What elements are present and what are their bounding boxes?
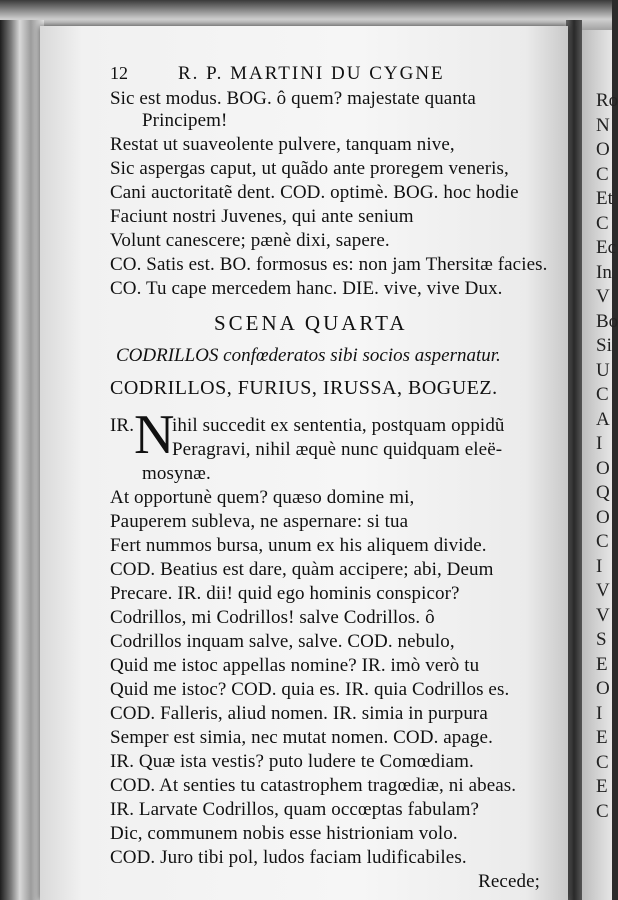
facing-page-letter: N — [596, 114, 610, 136]
verse-line: mosynæ. — [142, 463, 211, 484]
verse-line: Precare. IR. dii! quid ego hominis conspicor? — [110, 583, 460, 604]
verse-line: Cani auctoritatẽ dent. COD. optimè. BOG. hoc hodie — [110, 182, 519, 203]
verse-line: COD. At senties tu catastrophem tragœdiæ, ni abeas. — [110, 775, 517, 796]
speaker-label: IR. — [110, 415, 135, 436]
facing-page-letter: E — [596, 776, 608, 797]
verse-line: Fert nummos bursa, unum ex his aliquem divide. — [110, 535, 487, 556]
verse-line: Pauperem subleva, ne aspernare: si tua — [110, 511, 409, 532]
catchword: Recede; — [478, 871, 540, 892]
verse-line: Codrillos, mi Codrillos! salve Codrillos. ô — [110, 607, 435, 628]
facing-page-letter: Bo — [596, 310, 618, 332]
facing-page-letter: I — [596, 555, 603, 577]
facing-page-letter: C — [596, 531, 609, 552]
scene-argument: CODRILLOS confœderatos sibi socios aspernatur. — [116, 345, 501, 366]
facing-page-letter: Si — [596, 335, 612, 356]
facing-page-letter: V — [596, 286, 610, 307]
verse-line: COD. Juro tibi pol, ludos faciam ludificabiles. — [110, 847, 467, 868]
verse-line: CO. Tu cape mercedem hanc. DIE. vive, vive Dux. — [110, 278, 503, 299]
verse-line: Sic est modus. BOG. ô quem? majestate quanta — [110, 88, 476, 109]
facing-page-fragment — [582, 30, 618, 900]
verse-line: IR. Larvate Codrillos, quam occœptas fabulam? — [110, 799, 480, 820]
facing-page-letter: C — [596, 800, 609, 822]
facing-page-letter: Q — [596, 482, 610, 503]
verse-line: Sic aspergas caput, ut quãdo ante proregem veneris, — [110, 158, 509, 179]
facing-page-letter: C — [596, 384, 609, 405]
scene-title: SCENA QUARTA — [214, 311, 408, 335]
facing-page-letter: U — [596, 359, 610, 381]
drop-capital: N — [134, 404, 175, 466]
facing-page-letter: O — [596, 678, 610, 699]
dramatis-personae: CODRILLOS, FURIUS, IRUSSA, BOGUEZ. — [110, 377, 498, 399]
verse-line: IR. Quæ ista vestis? puto ludere te Comœdiam. — [110, 751, 474, 772]
facing-page-letter: Ro — [596, 90, 618, 111]
facing-page-letter: C — [596, 163, 609, 185]
facing-page-letter: O — [596, 139, 610, 160]
verse-line: Restat ut suaveolente pulvere, tanquam nive, — [110, 134, 455, 155]
book-gutter — [566, 20, 582, 900]
facing-page-letter: A — [596, 408, 610, 430]
verse-line: Peragravi, nihil æquè nunc quidquam eleë- — [172, 439, 503, 460]
verse-line: Codrillos inquam salve, salve. COD. nebulo, — [110, 631, 455, 652]
verse-line: COD. Beatius est dare, quàm accipere; abi, Deum — [110, 559, 494, 580]
verse-line: At opportunè quem? quæso domine mi, — [110, 487, 415, 508]
facing-page-letter: I — [596, 433, 603, 454]
verse-line: Dic, communem nobis esse histrioniam volo. — [110, 823, 458, 844]
verse-line: COD. Falleris, aliud nomen. IR. simia in purpura — [110, 703, 488, 724]
facing-page-letter: C — [596, 212, 609, 234]
facing-page-letter: S — [596, 629, 607, 650]
facing-page-letter: V — [596, 604, 610, 626]
facing-page-letter: V — [596, 580, 610, 601]
facing-page-letter: O — [596, 506, 610, 528]
verse-line: CO. Satis est. BO. formosus es: non jam Thersitæ facies. — [110, 254, 548, 275]
verse-line: Faciunt nostri Juvenes, qui ante senium — [110, 206, 414, 227]
verse-line: Principem! — [142, 110, 228, 131]
verse-line: Volunt canescere; pænè dixi, sapere. — [110, 230, 390, 251]
facing-page-letter: C — [596, 751, 609, 773]
facing-page-letter: E — [596, 653, 608, 675]
verse-line: Quid me istoc? COD. quia es. IR. quia Codrillos es. — [110, 679, 510, 700]
facing-page-letter: I — [596, 702, 603, 724]
page-number: 12 — [110, 63, 128, 83]
verse-line: Quid me istoc appellas nomine? IR. imò verò tu — [110, 655, 480, 676]
facing-page-letter: In — [596, 261, 612, 283]
facing-page-letter: E — [596, 727, 608, 748]
book-edge-left — [0, 20, 44, 900]
verse-line: ihil succedit ex sententia, postquam oppidũ — [172, 415, 505, 436]
facing-page-letter: Et — [596, 188, 613, 209]
verse-line: Semper est simia, nec mutat nomen. COD. apage. — [110, 727, 493, 748]
facing-page-letter: O — [596, 457, 610, 479]
running-head: R. P. MARTINI DU CYGNE — [178, 63, 445, 84]
facing-page-letter: Ec — [596, 237, 617, 258]
